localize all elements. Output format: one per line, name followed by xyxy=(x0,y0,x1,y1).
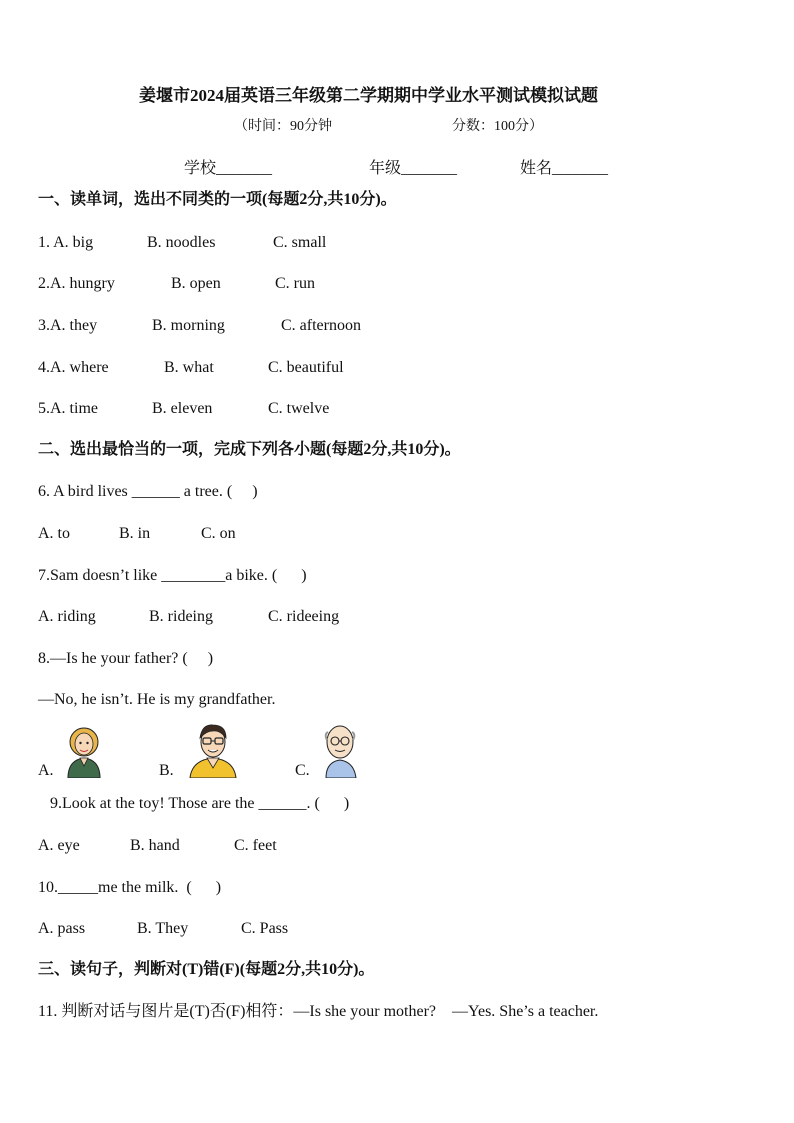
q7-stem: 7.Sam doesn’t like ________a bike. ( ) xyxy=(38,567,307,584)
section-1-heading: 一、读单词，选出不同类的一项(每题2分,共10分)。 xyxy=(38,191,397,208)
q6-option-c: C. on xyxy=(201,525,236,542)
grade-field[interactable]: 年级_______ xyxy=(369,160,458,177)
page-title: 姜堰市2024届英语三年级第二学期期中学业水平测试模拟试题 xyxy=(139,86,598,105)
grandfather-picture xyxy=(318,720,362,778)
q3-option-b: B. morning xyxy=(152,317,225,334)
q4-option-b: B. what xyxy=(164,359,214,376)
q3-option-a: 3.A. they xyxy=(38,317,98,334)
q9-option-b: B. hand xyxy=(130,837,180,854)
q5-option-c: C. twelve xyxy=(268,400,330,417)
q8-option-c: C. xyxy=(295,762,310,779)
q2-option-a: 2.A. hungry xyxy=(38,275,115,292)
q8-answer: —No, he isn’t. He is my grandfather. xyxy=(38,691,276,708)
section-3-heading: 三、读句子，判断对(T)错(F)(每题2分,共10分)。 xyxy=(38,961,375,978)
q3-option-c: C. afternoon xyxy=(281,317,361,334)
q6-stem: 6. A bird lives ______ a tree. ( ) xyxy=(38,483,258,500)
q10-stem: 10._____me the milk. ( ) xyxy=(38,879,222,896)
q8-stem: 8.—Is he your father? ( ) xyxy=(38,650,214,667)
q7-option-b: B. rideing xyxy=(149,608,213,625)
exam-score: 分数：100分） xyxy=(452,119,543,134)
name-field[interactable]: 姓名_______ xyxy=(520,160,609,177)
q5-option-a: 5.A. time xyxy=(38,400,98,417)
exam-time: （时间：90分钟 xyxy=(234,119,332,134)
q9-option-c: C. feet xyxy=(234,837,277,854)
q2-option-b: B. open xyxy=(171,275,221,292)
q1-option-c: C. small xyxy=(273,234,327,251)
school-field[interactable]: 学校_______ xyxy=(184,160,273,177)
q9-stem: 9.Look at the toy! Those are the ______. ( ) xyxy=(50,795,350,812)
q10-option-a: A. pass xyxy=(38,920,86,937)
q6-option-b: B. in xyxy=(119,525,151,542)
q11-stem: 11. 判断对话与图片是(T)否(F)相符：—Is she your mother? —Yes. She’s a teacher. xyxy=(38,1003,599,1020)
woman-picture xyxy=(62,722,106,778)
q1-option-a: 1. A. big xyxy=(38,234,94,251)
q7-option-c: C. rideeing xyxy=(268,608,340,625)
q4-option-a: 4.A. where xyxy=(38,359,109,376)
q4-option-c: C. beautiful xyxy=(268,359,344,376)
q1-option-b: B. noodles xyxy=(147,234,216,251)
q8-option-b: B. xyxy=(159,762,174,779)
man-picture xyxy=(186,722,240,778)
q5-option-b: B. eleven xyxy=(152,400,213,417)
q2-option-c: C. run xyxy=(275,275,315,292)
q10-option-c: C. Pass xyxy=(241,920,289,937)
q10-option-b: B. They xyxy=(137,920,189,937)
q7-option-a: A. riding xyxy=(38,608,96,625)
q8-option-a: A. xyxy=(38,762,54,779)
q6-option-a: A. to xyxy=(38,525,70,542)
section-2-heading: 二、选出最恰当的一项，完成下列各小题(每题2分,共10分)。 xyxy=(38,441,461,458)
q9-option-a: A. eye xyxy=(38,837,80,854)
